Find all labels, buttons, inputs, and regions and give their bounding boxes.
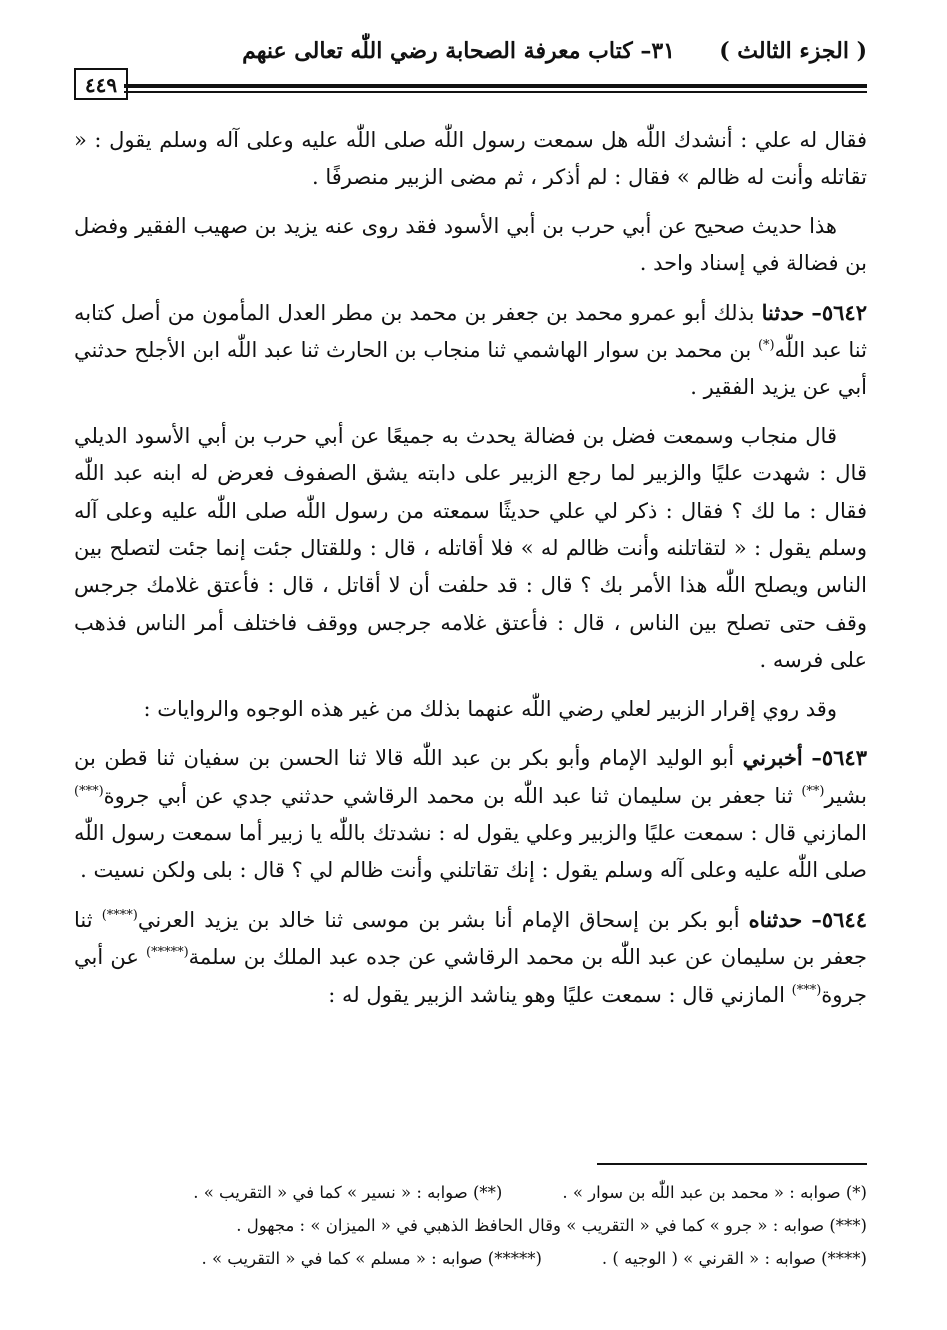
paragraph-2: هذا حديث صحيح عن أبي حرب بن أبي الأسود فقد روى عنه يزيد بن صهيب الفقير وفضل بن فضالة في إسناد واحد .: [74, 213, 867, 276]
hadith-5642: [74, 294, 867, 407]
footnote: (**) صوابه : « نسير » كما في « التقريب » .: [193, 1183, 503, 1202]
footnotes: [74, 1176, 867, 1275]
footnote: (*) صوابه : « محمد بن عبد اللّٰه بن سوار » .: [562, 1183, 867, 1202]
footnote: (*****) صوابه : « مسلم » كما في « التقريب » .: [201, 1249, 542, 1268]
hadith-number: ٥٦٤٤–: [811, 906, 867, 932]
hadith-text: ثنا جعفر بن سليمان عن عبد اللّٰه بن محمد الرقاشي عن جده عبد الملك بن سلمة: [74, 907, 868, 970]
hadith-text: أبو بكر بن إسحاق الإمام أنا بشر بن موسى ثنا خالد بن يزيد العرني: [137, 907, 740, 932]
paragraph-5: وقد روي إقرار الزبير لعلي رضي اللّٰه عنهما بذلك من غير هذه الوجوه والروايات :: [143, 696, 837, 721]
page-number-underline: [74, 98, 128, 100]
footnote-marker: (*****): [146, 945, 189, 961]
footnote: (***) صوابه : « جرو » كما في « التقريب » وقال الحافظ الذهبي في « الميزان » : مجهول .: [236, 1216, 867, 1235]
paragraph-4: قال منجاب وسمعت فضل بن فضالة يحدث به جميعًا عن أبي حرب بن أبي الأسود الديلي قال : شهدت عليًا والزبير لما رجع الزبير على دابته يشق الصفوف فعرض له ابنه عبد اللّٰه فقال : ما لك ؟ فقال : ذكر لي علي حديثًا سمعته من رسول اللّٰه صلى اللّٰه عليه وعلى آله وسلم يقول : « لتقاتلنه وأنت ظالم له » فلا أقاتله ، قال : وللقتال جئت إنما جئت لتصلح بين الناس ويصلح اللّٰه هذا الأمر بك ؟ قال : قد حلفت أن لا أقاتل ، قال : فأعتق غلامك جرجس وقف حتى تصلح بين الناس ، قال : فأعتق غلامه جرجس ووقف فاختلف أمر الناس فذهب على فرسه .: [74, 423, 867, 673]
header-rule-thick: [124, 84, 867, 88]
hadith-text: المازني قال : سمعت عليًا والزبير وعلي يقول له : نشدتك باللّٰه يا زبير أما سمعت رسول اللّٰه صلى اللّٰه عليه وعلى آله وسلم يقول : إنك تقاتلني وأنت ظالم لي ؟ قال : بلى ولكن نسيت .: [74, 820, 867, 883]
footnote-marker: (****): [101, 907, 138, 923]
footnote-line-3: [74, 1242, 867, 1275]
hadith-number: ٥٦٤٣–: [811, 745, 867, 771]
hadith-text: ثنا جعفر بن سليمان ثنا عبد اللّٰه بن محمد الرقاشي حدثني جدي عن أبي جروة: [103, 783, 793, 808]
volume-label: ( الجزء الثالث ): [719, 38, 867, 64]
footnote-separator: [597, 1163, 867, 1165]
footnote-marker: (***): [74, 783, 104, 799]
footnote-line-1: [74, 1176, 867, 1209]
footnote-marker: (*): [757, 338, 775, 354]
hadith-number: ٥٦٤٢–: [811, 299, 867, 325]
hadith-text: بن محمد بن سوار الهاشمي ثنا منجاب بن الحارث ثنا عبد اللّٰه ابن الأجلح حدثني أبي عن يزيد الفقير .: [74, 338, 867, 400]
footnote-marker: (**): [801, 783, 825, 799]
hadith-text: المازني قال : سمعت عليًا وهو يناشد الزبير يقول له :: [328, 982, 785, 1007]
running-header-title: ٣١– كتاب معرفة الصحابة رضي اللّٰه تعالى عنهم: [242, 38, 675, 64]
narration-keyword: حدثناه: [748, 906, 803, 932]
hadith-5644: [74, 901, 867, 1014]
footnote-marker: (***): [791, 982, 822, 998]
paragraph-1: فقال له علي : أنشدك اللّٰه هل سمعت رسول اللّٰه صلى اللّٰه عليه وعلى آله وسلم يقول : « تقاتله وأنت له ظالم » فقال : لم أذكر ، ثم مضى الزبير منصرفًا .: [74, 128, 867, 190]
footnote: (****) صوابه : « القرني » ( الوجيه ) .: [601, 1249, 867, 1268]
hadith-text: بذلك أبو عمرو محمد بن جعفر بن محمد بن مطر العدل المأمون من أصل كتابه ثنا عبد اللّٰه: [74, 300, 867, 363]
hadith-text: أبو الوليد الإمام وأبو بكر بن عبد اللّٰه قالا ثنا الحسن بن سفيان ثنا قطن بن بشير: [74, 746, 867, 808]
main-text: [74, 122, 867, 1025]
header-rule-thin: [124, 91, 867, 93]
page-number: ٤٤٩: [74, 68, 128, 100]
narration-keyword: حدثنا: [761, 299, 805, 325]
hadith-5643: [74, 739, 867, 890]
narration-keyword: أخبرني: [742, 745, 803, 771]
hadith-text: عن أبي جروة: [74, 945, 867, 1007]
footnote-line-2: [74, 1209, 867, 1242]
